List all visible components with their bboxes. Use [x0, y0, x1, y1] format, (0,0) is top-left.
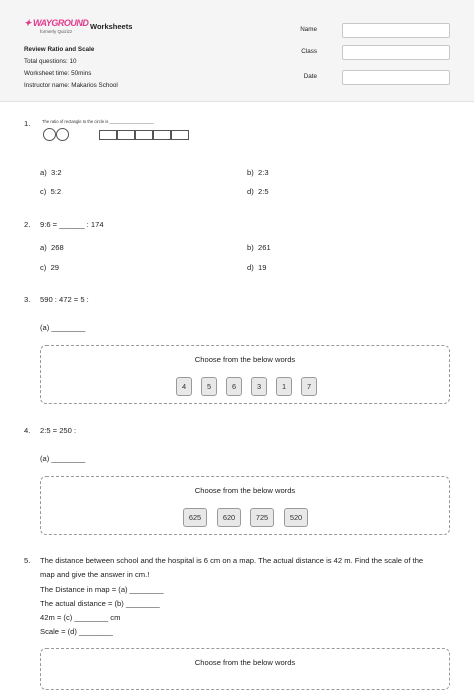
- rectangle-shape: [99, 130, 117, 140]
- answer-blank[interactable]: (a) ________: [40, 454, 86, 463]
- word-chip[interactable]: 3: [251, 377, 267, 396]
- option-text: 261: [258, 243, 271, 252]
- option-text: 3:2: [51, 168, 62, 177]
- rectangle-shape: [153, 130, 171, 140]
- option-text: 5:2: [50, 187, 62, 196]
- option-letter: c): [40, 187, 47, 196]
- circle-shape: [56, 128, 69, 141]
- word-chip[interactable]: 6: [226, 377, 242, 396]
- class-field-row: [280, 45, 450, 59]
- word-bank-caption: Choose from the below words: [194, 658, 296, 667]
- rectangle-shape: [135, 130, 153, 140]
- app-title: Worksheets: [90, 22, 133, 31]
- option-letter: c): [40, 263, 47, 272]
- worksheet-info: [24, 44, 118, 92]
- option-letter: b): [247, 168, 254, 177]
- question-prompt: 9:6 = ______ : 174: [40, 220, 104, 229]
- answer-line[interactable]: 42m = (c) ________ cm: [40, 613, 121, 622]
- question-number: 4.: [24, 426, 31, 435]
- word-bank: [40, 476, 450, 535]
- option-letter: d): [247, 187, 254, 196]
- word-chip[interactable]: 1: [276, 377, 292, 396]
- worksheet-title: Review Ratio and Scale: [24, 46, 95, 53]
- name-input[interactable]: [342, 23, 450, 38]
- rectangle-shape: [171, 130, 189, 140]
- word-chip[interactable]: 520: [284, 508, 308, 527]
- answer-option[interactable]: [247, 263, 266, 272]
- option-text: 2:5: [258, 187, 269, 196]
- name-label: Name: [300, 26, 317, 33]
- question-prompt-line: map and give the answer in cm.!: [40, 570, 150, 579]
- date-label: Date: [303, 73, 317, 80]
- question-number: 1.: [24, 119, 31, 128]
- question-prompt: 2:5 = 250 :: [40, 426, 77, 435]
- option-text: 19: [258, 263, 267, 272]
- answer-blank[interactable]: (a) ________: [40, 323, 86, 332]
- option-text: 29: [50, 263, 60, 272]
- answer-line[interactable]: The actual distance = (b) ________: [40, 599, 160, 608]
- class-input[interactable]: [342, 45, 450, 60]
- answer-option[interactable]: [40, 168, 62, 177]
- option-letter: a): [40, 168, 47, 177]
- option-text: 268: [51, 243, 64, 252]
- logo-wordmark: ✦ WAYGROUND: [24, 18, 89, 28]
- word-bank-caption: Choose from the below words: [194, 486, 296, 495]
- option-letter: d): [247, 263, 254, 272]
- name-field-row: [280, 23, 450, 37]
- word-chip[interactable]: 4: [176, 377, 192, 396]
- answer-option[interactable]: [247, 243, 271, 252]
- answer-option[interactable]: [40, 263, 59, 272]
- rectangle-shape: [117, 130, 135, 140]
- word-chip[interactable]: 725: [250, 508, 274, 527]
- question-number: 5.: [24, 556, 31, 565]
- worksheet-header: [0, 0, 474, 102]
- word-chip[interactable]: 5: [201, 377, 217, 396]
- word-bank: [40, 648, 450, 690]
- question-number: 2.: [24, 220, 31, 229]
- total-questions: Total questions: 10: [24, 58, 77, 65]
- answer-line[interactable]: Scale = (d) ________: [40, 627, 113, 636]
- word-chip[interactable]: 7: [301, 377, 317, 396]
- answer-option[interactable]: [247, 168, 269, 177]
- answer-option[interactable]: [40, 243, 64, 252]
- option-text: 2:3: [258, 168, 269, 177]
- word-chip[interactable]: 620: [217, 508, 241, 527]
- question-prompt-line: The distance between school and the hospital is 6 cm on a map. The actual distance is 42 m. Find the scale of the: [40, 556, 424, 565]
- question-prompt: The ratio of rectangle to the circle is ___________________: [42, 119, 154, 124]
- circle-shape: [43, 128, 56, 141]
- word-bank-caption: Choose from the below words: [194, 355, 296, 364]
- worksheet-time: Worksheet time: 50mins: [24, 70, 92, 77]
- date-input[interactable]: [342, 70, 450, 85]
- question-prompt: 590 : 472 = 5 :: [40, 295, 89, 304]
- class-label: Class: [301, 48, 317, 55]
- option-letter: a): [40, 243, 47, 252]
- answer-option[interactable]: [40, 187, 61, 196]
- option-letter: b): [247, 243, 254, 252]
- word-chip[interactable]: 625: [183, 508, 207, 527]
- answer-line[interactable]: The Distance in map = (a) ________: [40, 585, 164, 594]
- question-number: 3.: [24, 295, 31, 304]
- date-field-row: [280, 70, 450, 84]
- logo-subtitle: formerly Quizizz: [40, 29, 73, 34]
- word-bank: [40, 345, 450, 404]
- instructor-name: Instructor name: Makarios School: [24, 82, 118, 89]
- answer-option[interactable]: [247, 187, 269, 196]
